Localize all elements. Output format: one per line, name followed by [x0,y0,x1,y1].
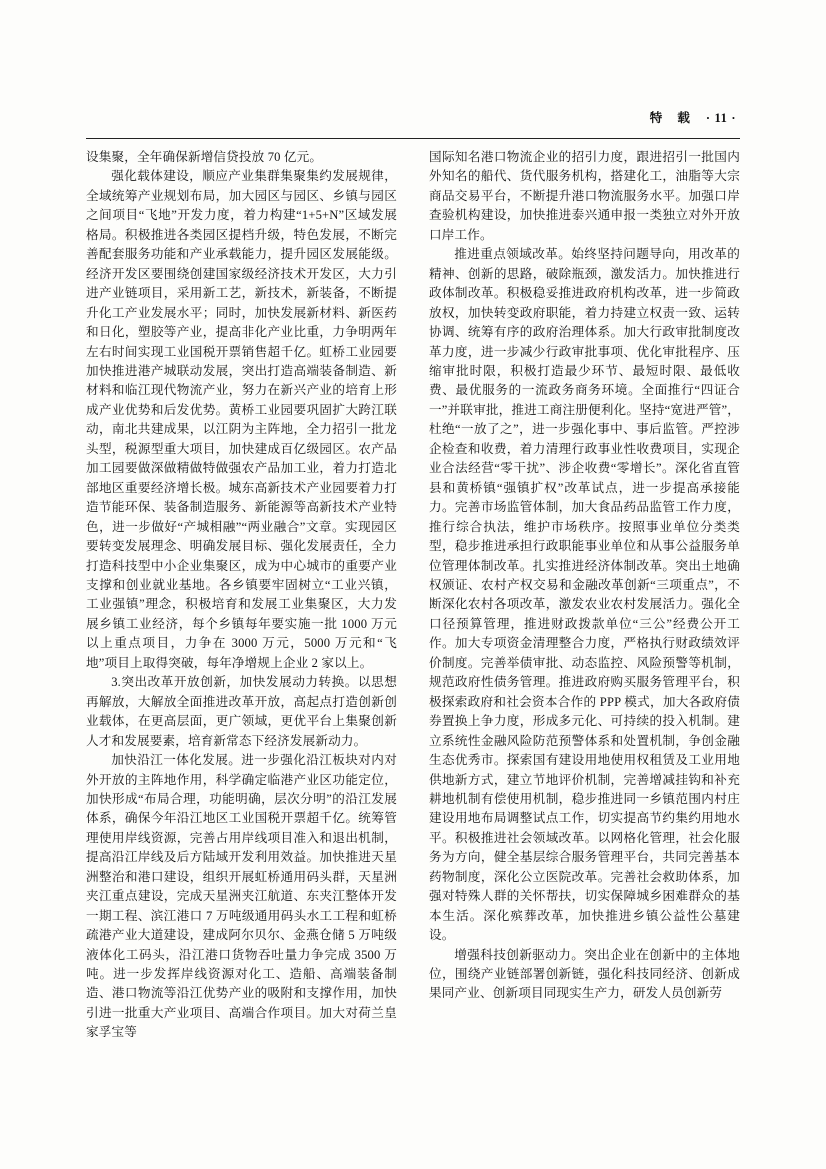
paragraph: 加快沿江一体化发展。进一步强化沿江板块对内对外开放的主阵地作用，科学确定临港产业区功能定位，加快形成“布局合理，功能明确，层次分明”的沿江发展体系，确保今年沿江地区工业国税开票超千亿。统筹管理使用岸线资源，完善占用岸线项目准入和退出机制，提高沿江岸线及后方陆域开发利用效益。加快推进天星洲整治和港口建设，组织开展虹桥通用码头群，天星洲夹江重点建设，完成天星洲夹江航道、东夹江整体开发一期工程、滨江港口 7 万吨级通用码头水工工程和虹桥疏港产业大道建设，建成阿尔贝尔、金燕仓储 5 万吨级液体化工码头，沿江港口货物吞吐量力争完成 3500 万吨。进一步发挥岸线资源对化工、造船、高端装备制造、港口物流等沿江优势产业的吸附和支撑作用，加快引进一批重大产业项目、高端合作项目。加大对荷兰皇家孚宝等 [86,753,397,1040]
body-columns [86,148,740,1108]
paragraph: 推进重点领域改革。始终坚持问题导向，用改革的精神、创新的思路，破除瓶颈，激发活力。加快推进行政体制改革。积极稳妥推进政府机构改革，进一步简政放权，加快转变政府职能，着力持建立权责一致、运转协调、统筹有序的政府治理体系。加大行政审批制度改革力度，进一步减少行政审批事项、优化审批程序、压缩审批时限，积极打造最少环节、最短时限、最低收费、最优服务的一流政务商务环境。全面推行“四证合一”并联审批，推进工商注册便利化。坚持“宽进严管”，杜绝“一放了之”，进一步强化事中、事后监管。严控涉企检查和收费，着力清理行政事业性收费项目，实现企业合法经营“零干扰”、涉企收费“零增长”。深化省直管县和黄桥镇“强镇扩权”改革试点，进一步提高承接能力。完善市场监管体制，加大食品药品监管工作力度，推行综合执法，维护市场秩序。按照事业单位分类类型，稳步推进承担行政职能事业单位和从事公益服务单位管理体制改革。扎实推进经济体制改革。突出土地确权颁证、农村产权交易和金融改革创新“三项重点”，不断深化农村各项改革，激发农业农村发展活力。强化全口径预算管理，推进财政拨款单位“三公”经费公开工作。加大专项资金清理整合力度，严格执行财政绩效评价制度。完善举债审批、动态监控、风险预警等机制，规范政府性债务管理。推进政府购买服务管理平台，积极探索政府和社会资本合作的 PPP 模式，加大各政府债券置换上争力度，形成多元化、可持续的投入机制。建立系统性金融风险防范预警体系和处置机制，争创金融生态优秀市。探索国有建设用地使用权租赁及工业用地供地新方式，建立节地评价机制，完善增减挂钩和补充耕地机制有偿使用机制，稳步推进同一乡镇范围内村庄建设用地布局调整试点工作，切实提高节约集约用地水平。积极推进社会领域改革。以网格化管理，社会化服务为方向，健全基层综合服务管理平台，共同完善基本药物制度，深化公立医院改革。完善社会救助体系，加强对特殊人群的关怀帮扶，切实保障城乡困难群众的基本生活。深化殡葬改革，加快推进乡镇公益性公墓建设。 [429,247,740,943]
header-inner [650,108,740,126]
column-left [86,148,397,1108]
paragraph: 设集聚，全年确保新增信贷投放 70 亿元。 [86,150,323,164]
paragraph: 增强科技创新驱动力。突出企业在创新中的主体地位，围绕产业链部署创新链，强化科技同经济、创新成果同产业、创新项目同现实生产力，研发人员创新劳 [429,947,740,1001]
page-header [0,108,826,130]
column-right [429,148,740,1108]
paragraph: 强化载体建设，顺应产业集群集聚集约发展规律，全域统筹产业规划布局，加大园区与园区、乡镇与园区之间项目“飞地”开发力度，着力构建“1+5+N”区域发展格局。积极推进各类园区提档升级，特色发展，不断完善配套服务功能和产业承载能力，提升园区发展能级。经济开发区要围绕创建国家级经济技术开发区，大力引进产业链项目，采用新工艺，新技术，新装备，不断提升化工产业发展水平；同时，加快发展新材料、新医药和日化，塑胶等产业，提高非化产业比重，力争明两年左右时间实现工业国税开票销售超千亿。虹桥工业园要加快推进港产城联动发展，突出打造高端装备制造、新材料和临江现代物流产业，努力在新兴产业的培育上形成产业优势和后发优势。黄桥工业园要巩固扩大跨江联动，南北共建成果，以江阴为主阵地，全力招引一批龙头型，税源型重大项目，加快建成百亿级园区。农产品加工园要做深做精做特做强农产品加工业，着力打造北部地区重要经济增长极。城东高新技术产业园要着力打造节能环保、装备制造服务、新能源等高新技术产业特色，进一步做好“产城相融”“两业融合”文章。实现园区要转变发展理念、明确发展目标、强化发展责任，全力打造科技型中小企业集聚区，成为中心城市的重要产业支撑和创业就业基地。各乡镇要牢固树立“工业兴镇，工业强镇”理念，积极培育和发展工业集聚区，大力发展乡镇工业经济，每个乡镇每年要实施一批 1000 万元以上重点项目，力争在 3000 万元，5000 万元和“飞地”项目上取得突破，每年净增规上企业 2 家以上。 [86,169,397,670]
paragraph: 国际知名港口物流企业的招引力度，跟进招引一批国内外知名的船代、货代服务机构，搭建化工，油脂等大宗商品交易平台，不断提升港口物流服务水平。加强口岸查验机构建设，加快推进泰兴通申报一类独立对外开放口岸工作。 [429,150,740,242]
paragraph: 3.突出改革开放创新，加快发展动力转换。以思想再解放，大解放全面推进改革开放，高起点打造创新创业载体，在更高层面，更广领域，更优平台上集聚创新人才和发展要素，培育新常态下经济发展新动力。 [86,675,397,748]
page-number: 11 [714,111,728,125]
header-separator: · [705,111,711,125]
header-separator-end: · [731,111,736,125]
header-section-label: 特 载 [649,111,696,125]
header-rule [86,138,740,139]
